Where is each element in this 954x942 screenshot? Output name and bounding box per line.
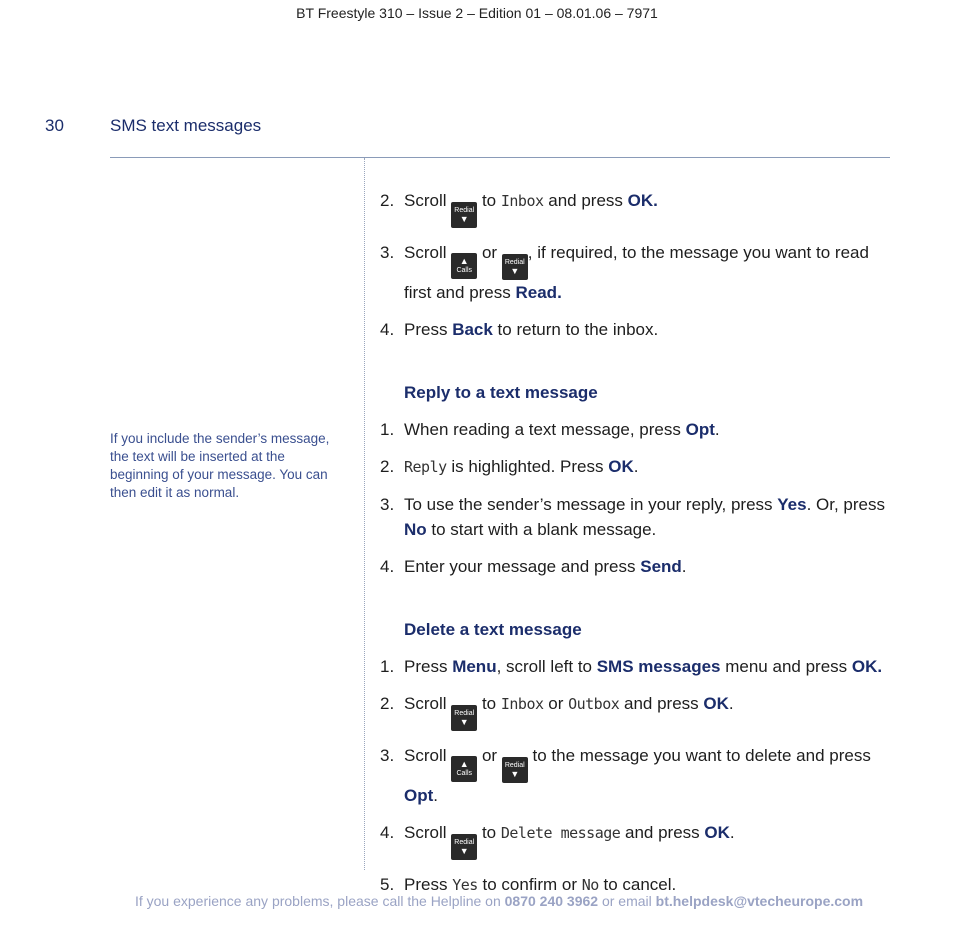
keyword: Opt	[685, 420, 715, 439]
redial-down-key-icon: Redial ▼	[451, 834, 477, 860]
step-scroll-to-message: 3. Scroll ▲ Calls or Redial ▼ , if required, to the message you want to read first and press Read.	[380, 243, 869, 302]
helpline-phone: 0870 240 3962	[504, 893, 599, 909]
keyword: Back	[452, 320, 493, 339]
lcd-text: No	[581, 876, 599, 894]
redial-down-key-icon: Redial ▼	[451, 202, 477, 228]
keyword: Read.	[515, 283, 562, 302]
delete-step: 5. Press Yes to confirm or No to cancel.	[380, 875, 677, 894]
delete-step: 3. Scroll ▲ Calls or Redial ▼ to the message you want to delete and press Opt.	[380, 746, 871, 805]
keyword: Opt	[404, 786, 434, 805]
helpdesk-email: bt.helpdesk@vtecheurope.com	[655, 893, 864, 909]
lcd-text: Delete message	[500, 824, 621, 842]
keyword: Send	[640, 557, 682, 576]
calls-up-key-icon: ▲ Calls	[451, 253, 477, 279]
reply-step: 1. When reading a text message, press Opt.	[380, 420, 720, 439]
delete-step: 1. Press Menu, scroll left to SMS messages menu and press OK.	[380, 657, 883, 676]
delete-step: 2. Scroll Redial ▼ to Inbox or Outbox and press OK.	[380, 691, 890, 731]
side-note: If you include the sender’s message, the text will be inserted at the beginning of your message. You can then edit it as normal.	[110, 431, 330, 500]
instructions	[380, 188, 890, 910]
reply-step: 4. Enter your message and press Send.	[380, 557, 687, 576]
keyword: Yes	[777, 495, 807, 514]
subheading-reply: Reply to a text message	[404, 383, 598, 402]
keyword: Menu	[452, 657, 497, 676]
section-title: SMS text messages	[110, 116, 262, 135]
keyword: OK.	[851, 657, 883, 676]
redial-down-key-icon: Redial ▼	[451, 705, 477, 731]
lcd-text: Inbox	[500, 695, 544, 713]
redial-down-key-icon: Redial ▼	[502, 254, 528, 280]
keyword: No	[404, 520, 427, 539]
helpline-footer: If you experience any problems, please call the Helpline on 0870 240 3962 or email bt.helpdesk@vtecheurope.com	[134, 893, 864, 909]
reply-step: 3. To use the sender’s message in your reply, press Yes. Or, press No to start with a blank message.	[380, 495, 885, 539]
step-back-to-inbox: 4. Press Back to return to the inbox.	[380, 320, 659, 339]
subheading-delete: Delete a text message	[404, 620, 582, 639]
lcd-text: Reply	[404, 458, 447, 476]
document-header: BT Freestyle 310 – Issue 2 – Edition 01 – 08.01.06 – 7971	[296, 5, 658, 21]
step-scroll-to-inbox: 2. Scroll Redial ▼ to Inbox and press OK.	[380, 188, 890, 228]
lcd-text: Yes	[452, 876, 478, 894]
keyword: OK.	[627, 191, 658, 210]
lcd-text: Inbox	[500, 192, 544, 210]
redial-down-key-icon: Redial ▼	[502, 757, 528, 783]
keyword: OK	[704, 823, 730, 842]
keyword: OK	[703, 694, 729, 713]
header-divider	[110, 157, 890, 158]
delete-step: 4. Scroll Redial ▼ to Delete message and press OK.	[380, 820, 890, 860]
calls-up-key-icon: ▲ Calls	[451, 756, 477, 782]
keyword: OK	[608, 457, 634, 476]
reply-step: 2. Reply is highlighted. Press OK.	[380, 457, 639, 476]
page-number: 30	[45, 116, 64, 135]
column-divider	[364, 158, 365, 870]
lcd-text: Outbox	[568, 695, 620, 713]
keyword: SMS messages	[596, 657, 721, 676]
